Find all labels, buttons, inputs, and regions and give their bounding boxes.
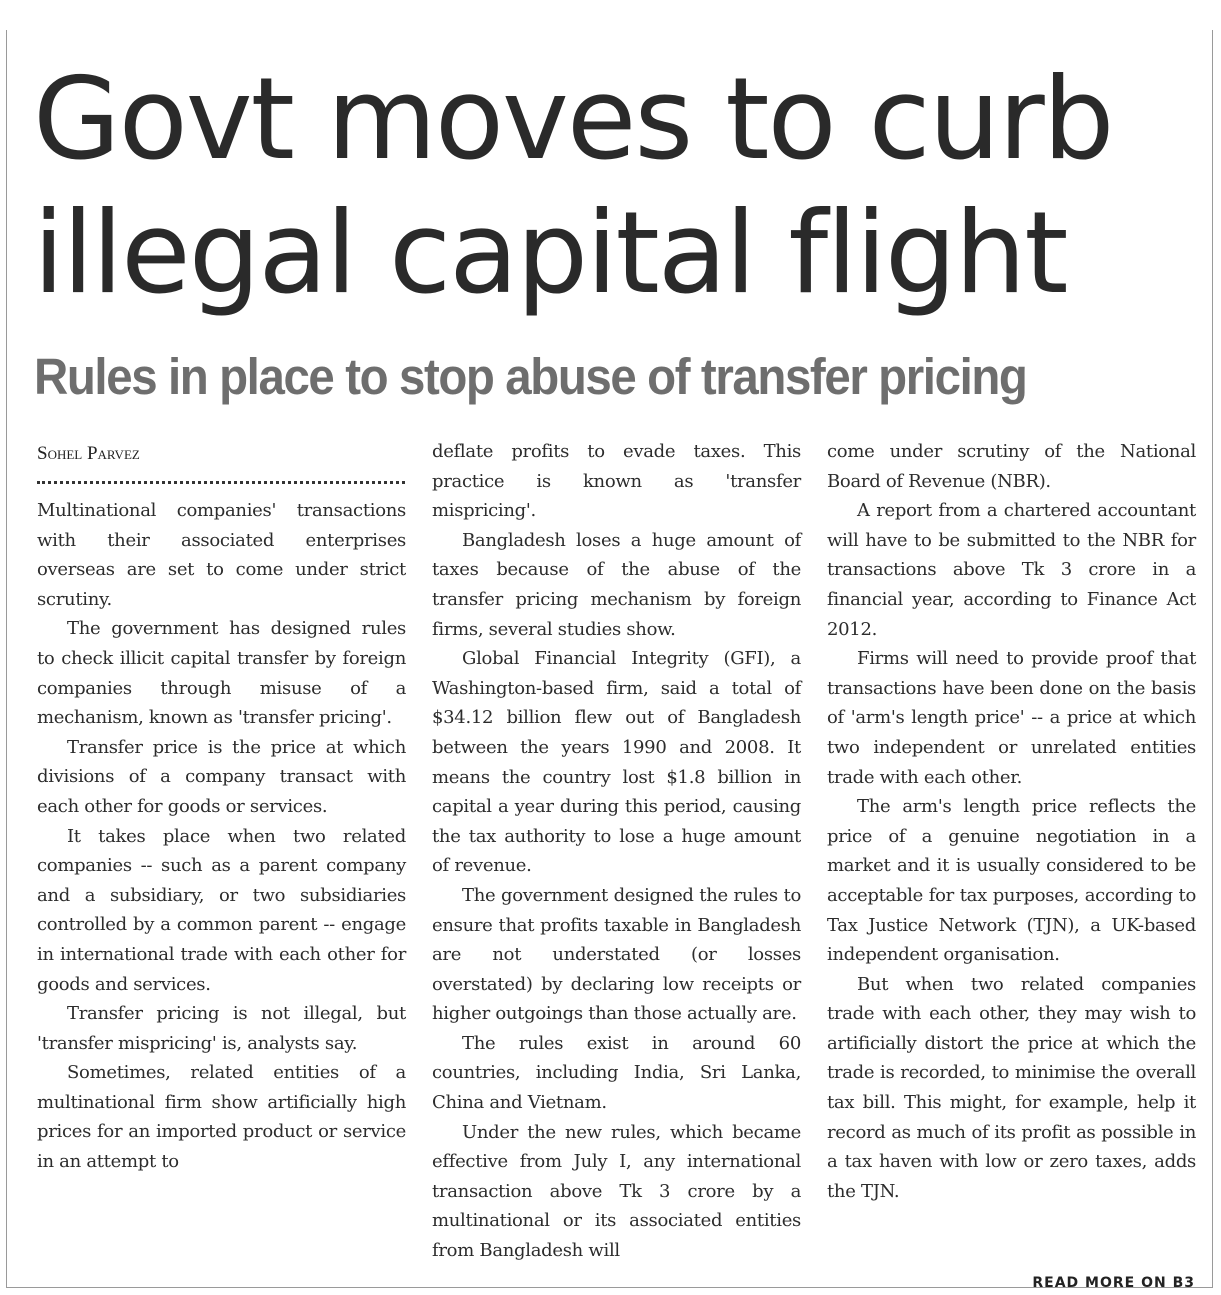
article-column-1 <box>37 496 406 1177</box>
paragraph: The arm's length price reflects the price of a genuine negotiation in a market and it is usually considered to be acceptable for tax purposes, according to Tax Justice Network (TJN), a UK-based independent organisation. <box>827 796 1196 966</box>
read-more-link[interactable]: READ MORE ON B3 <box>1032 1275 1195 1291</box>
article-column-2 <box>432 437 801 1266</box>
paragraph: deflate profits to evade taxes. This practice is known as 'transfer mispricing'. <box>432 441 801 522</box>
paragraph: Sometimes, related entities of a multinational firm show artificially high prices for an imported product or service in an attempt to <box>37 1062 406 1173</box>
paragraph: Under the new rules, which became effective from July I, any international transaction above Tk 3 crore by a multinational or its associated entities from Bangladesh will <box>432 1121 801 1262</box>
paragraph: Transfer price is the price at which divisions of a company transact with each other for goods or services. <box>37 736 406 817</box>
paragraph: Global Financial Integrity (GFI), a Washington-based firm, said a total of $34.12 billion flew out of Bangladesh between the years 1990 and 2008. It means the country lost $1.8 billion in capital a year during this period, causing the tax authority to lose a huge amount of revenue. <box>432 648 801 877</box>
newspaper-clipping <box>6 30 1213 1291</box>
paragraph: Multinational companies' transactions with their associated enterprises overseas are set to come under strict scrutiny. <box>37 500 406 610</box>
paragraph: But when two related companies trade with each other, they may wish to artificially distort the price at which the trade is recorded, to minimise the overall tax bill. This might, for example, help it record as much of its profit as possible in a tax haven with low or zero taxes, adds the TJN. <box>827 973 1196 1202</box>
paragraph: Bangladesh loses a huge amount of taxes because of the abuse of the transfer pricing mechanism by foreign firms, several studies show. <box>432 529 801 640</box>
subheadline: Rules in place to stop abuse of transfer pricing <box>34 348 1027 405</box>
paragraph: It takes place when two related companies -- such as a parent company and a subsidiary, or two subsidiaries controlled by a common parent -- engage in international trade with each other for goods and services. <box>37 825 406 995</box>
paragraph: Firms will need to provide proof that transactions have been done on the basis of 'arm's length price' -- a price at which two independent or unrelated entities trade with each other. <box>827 648 1196 788</box>
paragraph: The rules exist in around 60 countries, including India, Sri Lanka, China and Vietnam. <box>432 1032 801 1114</box>
paragraph: The government designed the rules to ensure that profits taxable in Bangladesh are not understated (or losses overstated) by declaring low receipts or higher outgoings than those actually are. <box>432 884 801 1025</box>
paragraph: Transfer pricing is not illegal, but 'transfer mispricing' is, analysts say. <box>37 1003 406 1054</box>
article-column-3 <box>827 437 1196 1206</box>
paragraph: come under scrutiny of the National Board of Revenue (NBR). <box>827 441 1196 492</box>
byline: Sohel Parvez <box>37 443 140 464</box>
paragraph: The government has designed rules to check illicit capital transfer by foreign companies through misuse of a mechanism, known as 'transfer pricing'. <box>37 618 406 729</box>
headline: Govt moves to curb illegal capital flight <box>33 53 1113 319</box>
byline-divider <box>37 481 405 484</box>
paragraph: A report from a chartered accountant will have to be submitted to the NBR for transactions above Tk 3 crore in a financial year, according to Finance Act 2012. <box>827 500 1196 640</box>
